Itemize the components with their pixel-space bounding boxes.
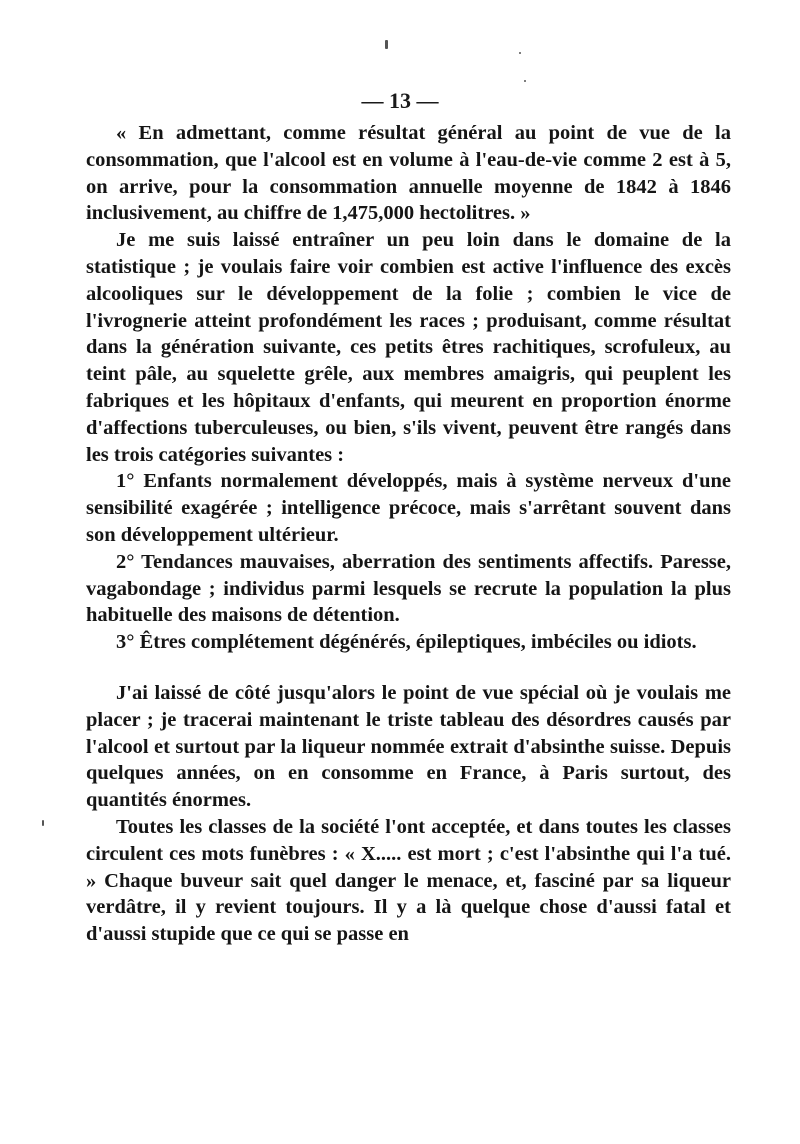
page-number: — 13 — xyxy=(361,88,439,113)
section-gap xyxy=(86,656,731,680)
paragraph-statistics: Je me suis laissé entraîner un peu loin dans le domaine de la statistique ; je voulais faire voir combien est active l'influence des excès alcooliques sur le développement de la folie ; combien le vice de l'ivrognerie atteint profondément les races ; produisant, comme résultat dans la génération suivante, ces petits êtres rachitiques, scrofuleux, au teint pâle, au squelette grêle, aux membres amaigris, qui peuplent les fabriques et les hôpitaux d'enfants, qui meurent en proportion énorme d'affections tuberculeuses, ou bien, s'ils vivent, peuvent être rangés dans les trois catégories suivantes : xyxy=(86,229,731,466)
list-item-3: 3° Êtres complétement dégénérés, épileptiques, imbéciles ou idiots. xyxy=(116,631,697,654)
body-text xyxy=(86,120,731,948)
paragraph-quote-consumption: « En admettant, comme résultat général au point de vue de la consommation, que l'alcool est en volume à l'eau-de-vie comme 2 est à 5, on arrive, pour la consommation annuelle moyenne de 1842 à 1846 inclusivement, au chiffre de 1,475,000 hectolitres. » xyxy=(86,122,731,225)
ink-speck xyxy=(519,52,521,54)
paragraph-absinthe: J'ai laissé de côté jusqu'alors le point de vue spécial où je voulais me placer ; je tracerai maintenant le triste tableau des désordres causés par l'alcool et surtout par la liqueur nommée extrait d'absinthe suisse. Depuis quelques années, on en consomme en France, à Paris surtout, des quantités énormes. xyxy=(86,681,731,812)
list-item-1: 1° Enfants normalement développés, mais à système nerveux d'une sensibilité exagérée ; intelligence précoce, mais s'arrêtant souvent dans son développement ultérieur. xyxy=(86,470,731,546)
ink-speck xyxy=(42,820,44,826)
ink-speck xyxy=(524,80,526,82)
list-item-2: 2° Tendances mauvaises, aberration des sentiments affectifs. Paresse, vagabondage ; individus parmi lesquels se recrute la population la plus habituelle des maisons de détention. xyxy=(86,550,731,627)
paragraph-society: Toutes les classes de la société l'ont acceptée, et dans toutes les classes circulent ces mots funèbres : « X..... est mort ; c'est l'absinthe qui l'a tué. » Chaque buveur sait quel danger le menace, et, fasciné par sa liqueur verdâtre, il y revient toujours. Il y a là quelque chose d'aussi fatal et d'aussi stupide que ce qui se passe en xyxy=(86,815,731,946)
ink-speck xyxy=(385,40,388,49)
